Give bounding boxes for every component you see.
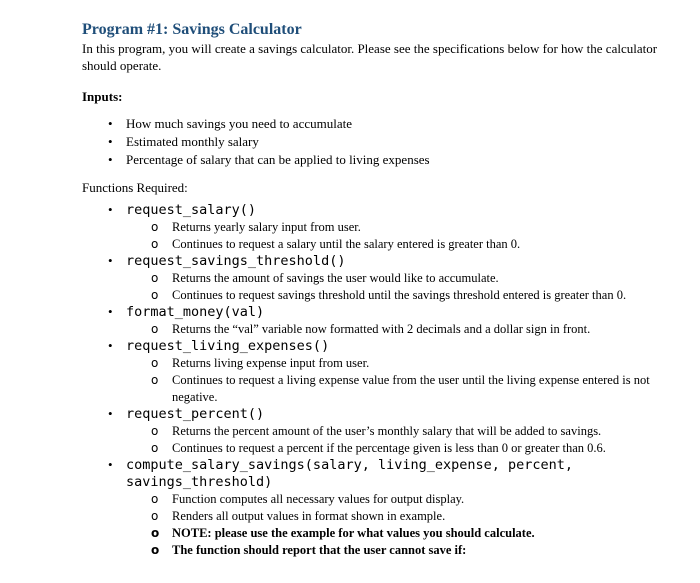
inputs-heading: Inputs: [82,89,123,104]
bullet-icon: • [108,152,113,167]
bullet-icon: • [108,457,113,472]
list-item: o NOTE: please use the example for what values you should calculate. [151,526,535,540]
list-item: o Returns living expense input from user. [151,356,370,370]
function-item [82,338,682,406]
function-name: compute_salary_savings(salary, living_expense, percent, savings_threshold) [126,457,574,490]
circle-bullet-icon: o [151,424,159,438]
circle-bullet-icon: o [151,220,159,234]
function-name: request_salary() [126,202,257,218]
bullet-icon: • [108,304,113,319]
bullet-icon: • [108,253,113,268]
circle-bullet-icon: o [151,441,159,455]
list-item: o Continues to request savings threshold until the savings threshold entered is greater than 0. [151,288,627,302]
page-title: Program #1: Savings Calculator [82,21,302,38]
function-item [82,304,682,338]
list-item: o Returns the amount of savings the user would like to accumulate. [151,271,499,285]
inputs-list [82,115,682,169]
document-page [82,20,682,559]
circle-bullet-icon: o [151,492,159,506]
function-item [82,457,682,559]
function-item [82,406,682,457]
intro-paragraph: In this program, you will create a savings calculator. Please see the specifications below for how the calculator should operate. [82,41,658,73]
functions-heading: Functions Required: [82,180,188,195]
functions-list [82,202,682,559]
list-item: o Renders all output values in format shown in example. [151,509,446,523]
function-name: request_living_expenses() [126,338,330,354]
circle-bullet-icon: o [151,237,159,251]
list-item: o The function should report that the user cannot save if: [151,543,467,557]
circle-bullet-icon: o [151,526,160,540]
circle-bullet-icon: o [151,543,160,557]
circle-bullet-icon: o [151,288,159,302]
list-item: • How much savings you need to accumulate [108,116,352,131]
list-item: o Returns the “val” variable now formatted with 2 decimals and a dollar sign in front. [151,322,591,336]
circle-bullet-icon: o [151,373,159,387]
list-item: o Returns yearly salary input from user. [151,220,361,234]
bullet-icon: • [108,134,113,149]
list-item: • Estimated monthly salary [108,134,259,149]
bullet-icon: • [108,338,113,353]
bullet-icon: • [108,116,113,131]
list-item: o Continues to request a salary until the salary entered is greater than 0. [151,237,521,251]
list-item: • Percentage of salary that can be applied to living expenses [108,152,430,167]
function-item [82,202,682,253]
circle-bullet-icon: o [151,271,159,285]
function-name: request_savings_threshold() [126,253,346,269]
bullet-icon: • [108,202,113,217]
list-item: o Continues to request a percent if the percentage given is less than 0 or greater than 0.6. [151,441,606,455]
bullet-icon: • [108,406,113,421]
function-name: format_money(val) [126,304,265,320]
function-item [82,253,682,304]
list-item: o Function computes all necessary values for output display. [151,492,465,506]
list-item: o Returns the percent amount of the user’s monthly salary that will be added to savings. [151,424,602,438]
circle-bullet-icon: o [151,322,159,336]
function-name: request_percent() [126,406,265,422]
circle-bullet-icon: o [151,356,159,370]
circle-bullet-icon: o [151,509,159,523]
list-item: o Continues to request a living expense value from the user until the living expense entered is not negative. [151,373,650,404]
